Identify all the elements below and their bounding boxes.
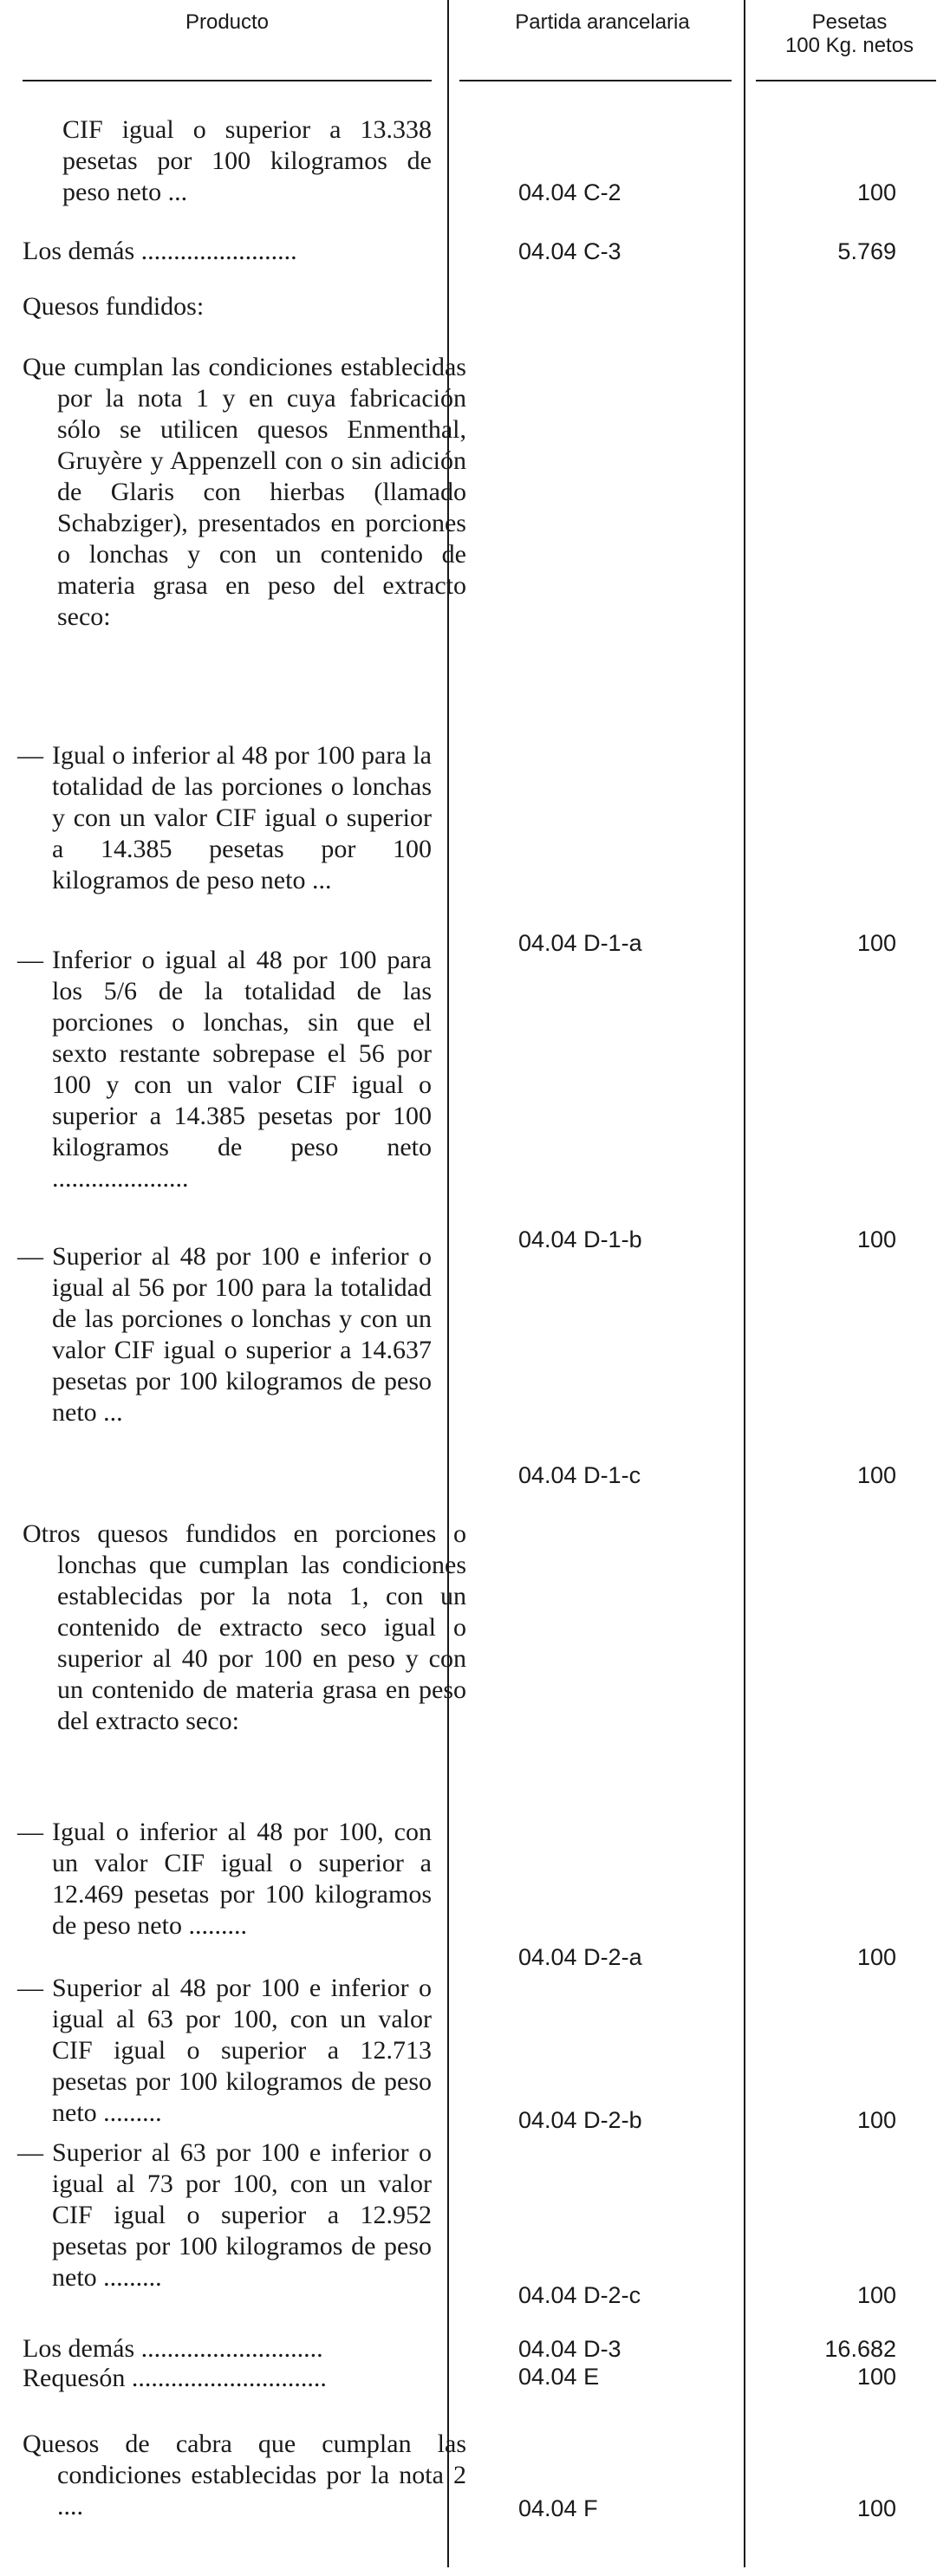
value-d2c: 100 [856, 2282, 896, 2308]
header-underline-partida [459, 80, 732, 81]
product-text-d2b [17, 1973, 432, 2129]
header-pesetas [754, 10, 945, 57]
product-text-d1a [17, 740, 432, 896]
tariff-code-d1a: 04.04 D-1-a [518, 930, 642, 956]
value-d2b: 100 [856, 2107, 896, 2133]
header-partida: Partida arancelaria [515, 10, 690, 34]
product-text-d1c-body: Superior al 48 por 100 e inferior o igual al 56 por 100 para la totalidad de las porciones o lonchas y con un valor CIF igual o superior a 14.637 pesetas por 100 kilogramos de peso neto ... [52, 1242, 432, 1427]
column-divider-right [744, 0, 745, 2567]
product-text-los-demas-c3: Los demás ........................ [23, 237, 297, 265]
value-d3: 16.682 [824, 2336, 896, 2362]
header-pesetas-line2: 100 Kg. netos [784, 34, 914, 57]
value-c2: 100 [856, 179, 896, 205]
value-e: 100 [856, 2364, 896, 2390]
product-text-cif-13338: CIF igual o superior a 13.338 pesetas por 100 kilogramos de peso neto ... [62, 115, 432, 206]
product-text-d1b [17, 945, 432, 1194]
header-pesetas-line1: Pesetas [811, 10, 888, 34]
tariff-code-d3: 04.04 D-3 [518, 2336, 621, 2362]
product-text-requeson: Requesón .............................. [23, 2364, 327, 2392]
dash-marker: — [17, 1974, 43, 2002]
product-text-los-demas-d3: Los demás ............................ [23, 2334, 323, 2363]
tariff-code-d2b: 04.04 D-2-b [518, 2107, 642, 2133]
dash-marker: — [17, 946, 43, 974]
tariff-code-d2c: 04.04 D-2-c [518, 2282, 641, 2308]
tariff-code-d1c: 04.04 D-1-c [518, 1462, 641, 1488]
product-text-quesos-cabra: Quesos de cabra que cumplan las condiciones establecidas por la nota 2 .... [23, 2430, 466, 2521]
value-d1b: 100 [856, 1226, 896, 1252]
value-d2a: 100 [856, 1944, 896, 1970]
header-producto: Producto [185, 10, 270, 34]
value-d1a: 100 [856, 930, 896, 956]
product-text-otros-quesos-fundidos: Otros quesos fundidos en porciones o lonchas que cumplan las condiciones establecidas por la nota 1, con un contenido de extracto seco igual o superior al 40 por 100 en peso y con un contenido de materia grasa en peso del extracto seco: [23, 1519, 466, 1735]
product-text-condiciones-nota1: Que cumplan las condiciones establecidas por la nota 1 y en cuya fabricación sólo se utilicen quesos Enmenthal, Gruyère y Appenzell con o sin adición de Glaris con hierbas (llamado Schabziger), presentados en porciones o lonchas y con un contenido de materia grasa en peso del extracto seco: [23, 353, 466, 631]
section-heading-quesos-fundidos: Quesos fundidos: [23, 292, 205, 321]
product-text-d1a-body: Igual o inferior al 48 por 100 para la totalidad de las porciones o lonchas y con un valor CIF igual o superior a 14.385 pesetas por 100 kilogramos de peso neto ... [52, 741, 432, 894]
dash-marker: — [17, 1242, 43, 1271]
product-text-d2a-body: Igual o inferior al 48 por 100, con un valor CIF igual o superior a 12.469 pesetas por 100 kilogramos de peso neto ......... [52, 1818, 432, 1940]
value-d1c: 100 [856, 1462, 896, 1488]
product-text-d1b-body: Inferior o igual al 48 por 100 para los 5/6 de la totalidad de las porciones o lonchas, sin que el sexto restante sobrepase el 56 por 100 y con un valor CIF igual o superior a 14.385 pesetas por 100 kilogramos de peso neto ..................... [52, 946, 432, 1193]
product-text-d2a [17, 1817, 432, 1942]
value-c3: 5.769 [837, 238, 896, 264]
tariff-code-d2a: 04.04 D-2-a [518, 1944, 642, 1970]
product-text-d1c [17, 1241, 432, 1428]
header-underline-producto [23, 80, 432, 81]
product-text-d2c-body: Superior al 63 por 100 e inferior o igual al 73 por 100, con un valor CIF igual o superior a 12.952 pesetas por 100 kilogramos de peso neto ......... [52, 2138, 432, 2292]
header-underline-pesetas [756, 80, 936, 81]
tariff-code-e: 04.04 E [518, 2364, 600, 2390]
product-text-d2c [17, 2137, 432, 2293]
dash-marker: — [17, 2138, 43, 2167]
tariff-code-f: 04.04 F [518, 2495, 598, 2521]
tariff-code-c3: 04.04 C-3 [518, 238, 621, 264]
product-text-d2b-body: Superior al 48 por 100 e inferior o igual al 63 por 100, con un valor CIF igual o superior a 12.713 pesetas por 100 kilogramos de peso neto ......... [52, 1974, 432, 2127]
dash-marker: — [17, 741, 43, 770]
tariff-code-d1b: 04.04 D-1-b [518, 1226, 642, 1252]
value-f: 100 [856, 2495, 896, 2521]
tariff-code-c2: 04.04 C-2 [518, 179, 621, 205]
dash-marker: — [17, 1818, 43, 1846]
